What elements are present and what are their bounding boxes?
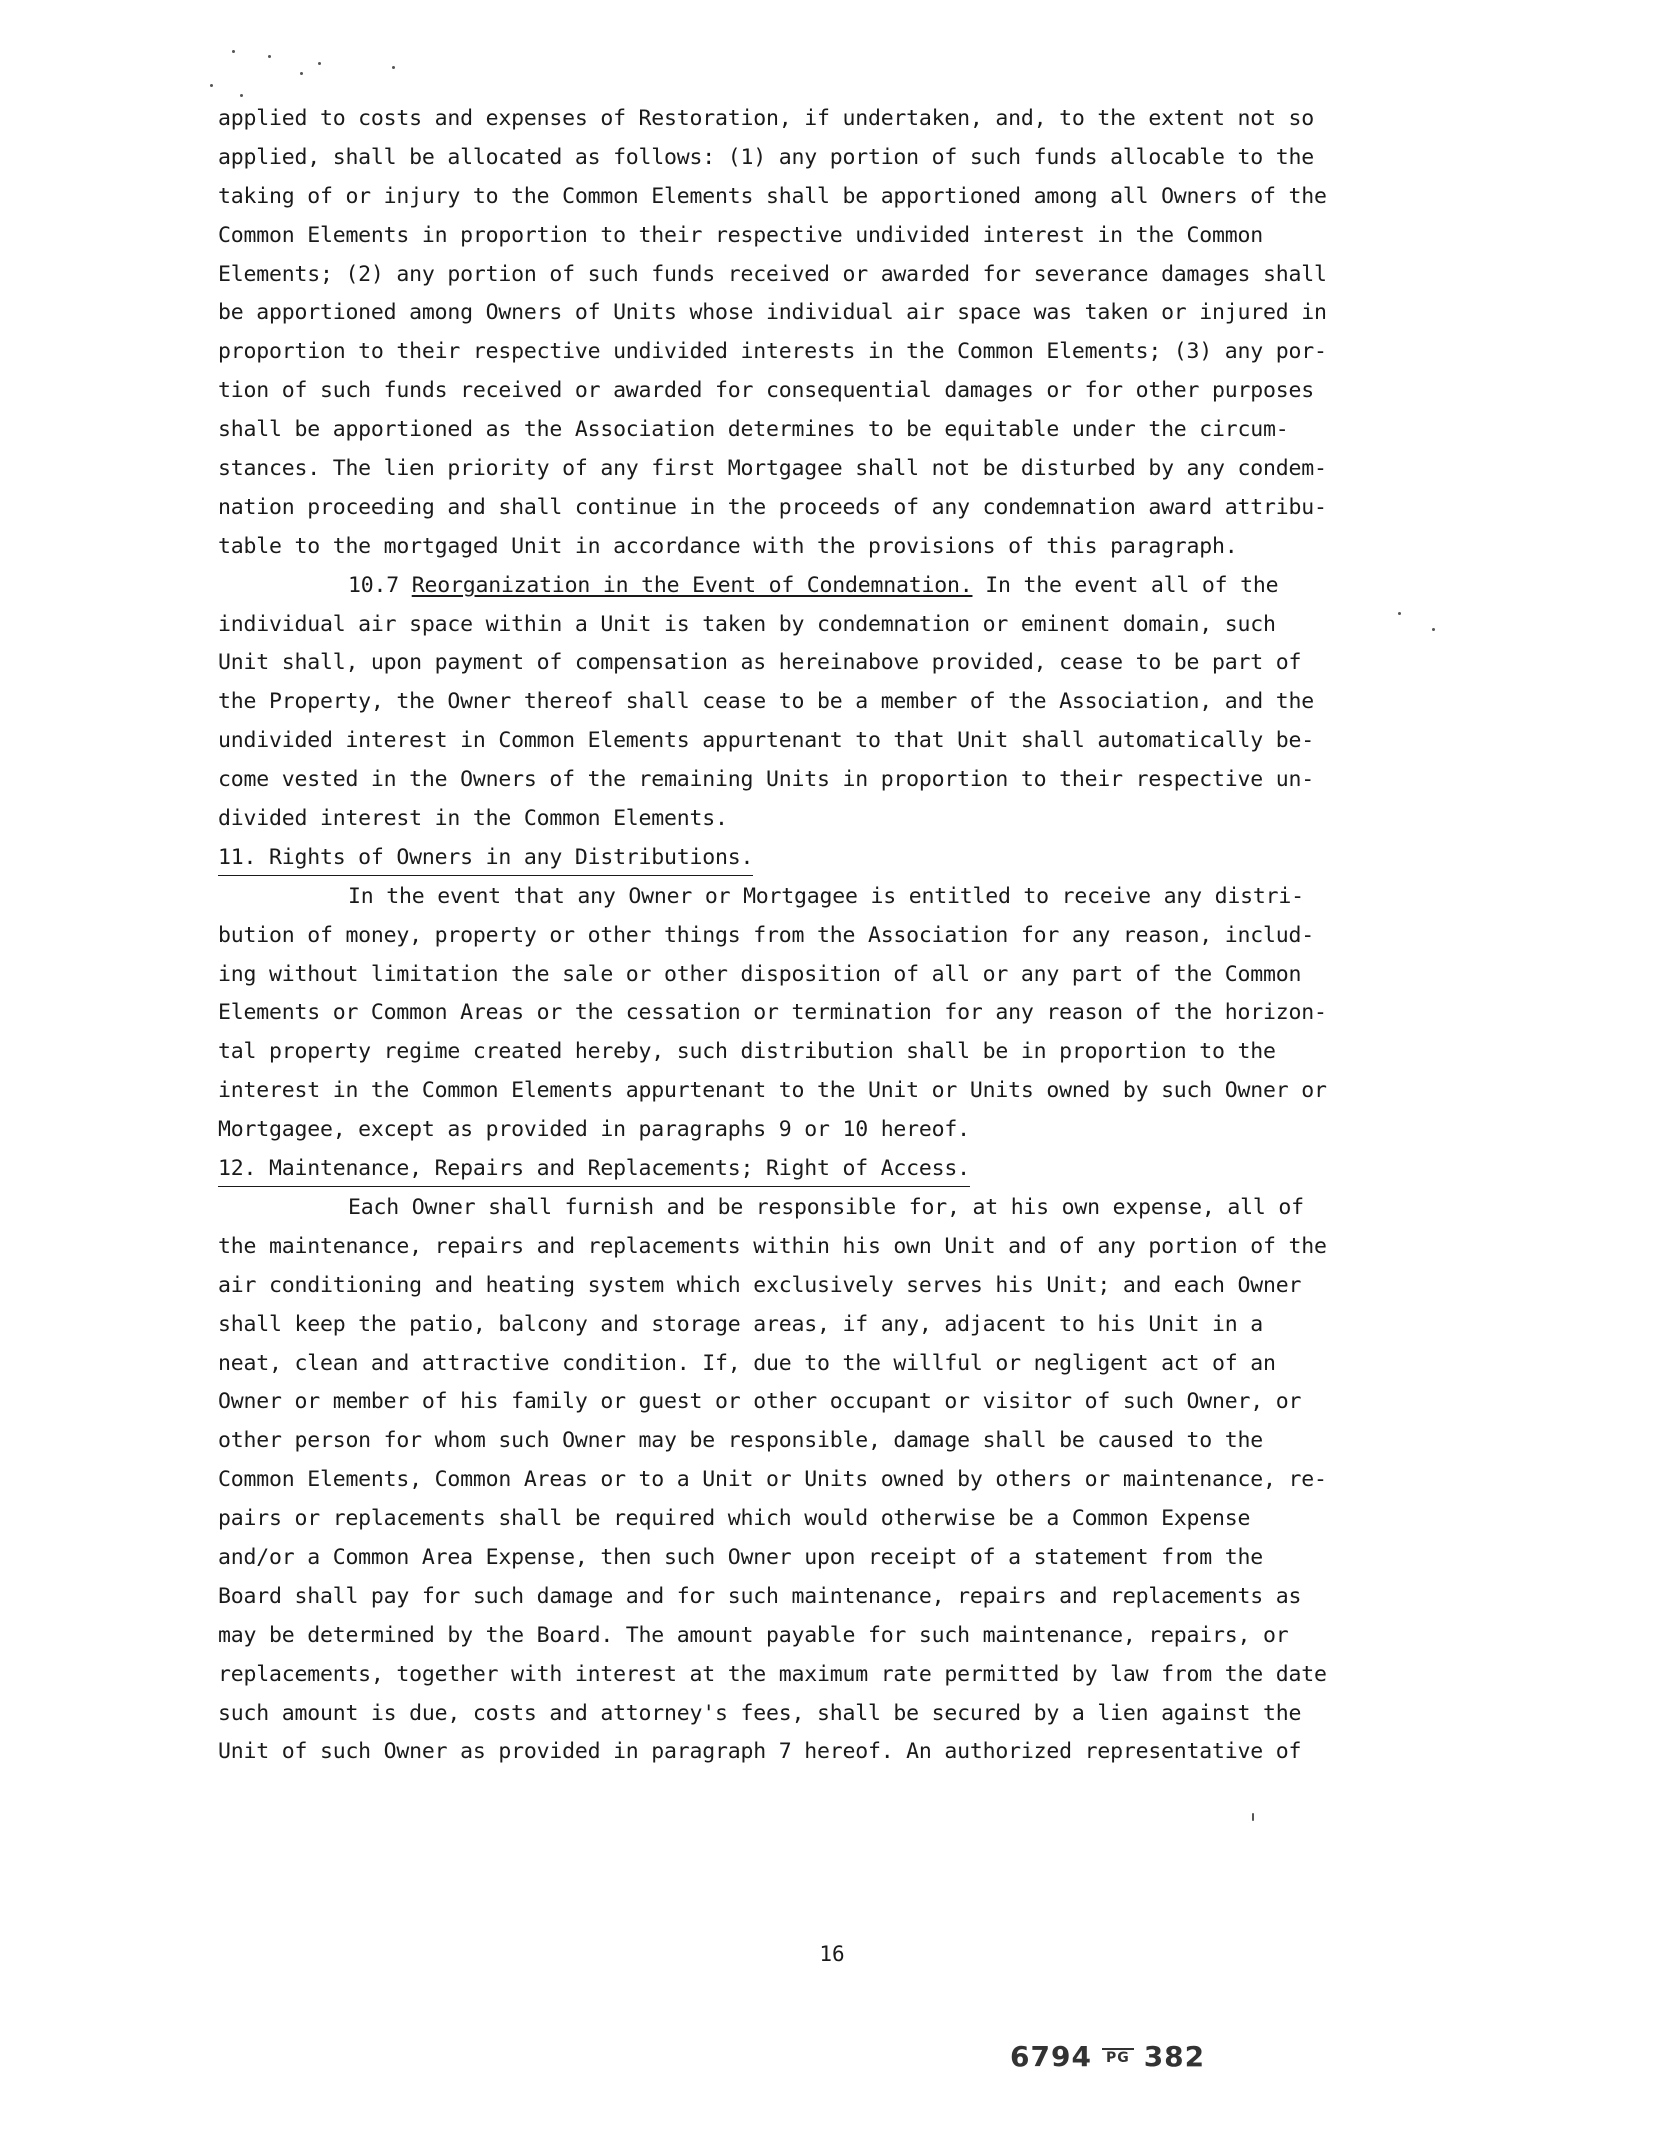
scan-speck	[300, 72, 303, 75]
text-line: Common Elements in proportion to their respective undivided interest in the Common	[218, 222, 1264, 248]
text-line: Each Owner shall furnish and be responsible for, at his own expense, all of	[348, 1194, 1304, 1220]
scan-speck	[210, 84, 213, 87]
scan-speck	[240, 94, 243, 97]
text-line: taking of or injury to the Common Elements shall be apportioned among all Owners of the	[218, 183, 1327, 209]
text-line: Elements or Common Areas or the cessation or termination for any reason of the horizon-	[218, 1000, 1327, 1026]
stamp-page-number: 382	[1143, 2040, 1206, 2073]
scan-speck	[392, 66, 395, 69]
text-line: ing without limitation the sale or other disposition of all or any part of the Common	[218, 961, 1302, 987]
text-line: shall keep the patio, balcony and storage areas, if any, adjacent to his Unit in a	[218, 1311, 1264, 1337]
section-number: 10.7	[348, 572, 412, 598]
section-title: Reorganization in the Event of Condemnation.	[411, 572, 973, 598]
stamp-book-number: 6794	[1010, 2040, 1092, 2073]
section-10-7-first-line	[218, 567, 1358, 606]
text-line: neat, clean and attractive condition. If, due to the willful or negligent act of an	[218, 1350, 1276, 1376]
section-11	[218, 839, 1358, 1150]
scan-speck	[1398, 612, 1401, 615]
text-line: individual air space within a Unit is taken by condemnation or eminent domain, such	[218, 611, 1276, 637]
text-line: tal property regime created hereby, such distribution shall be in proportion to the	[218, 1039, 1276, 1065]
text-line: undivided interest in Common Elements appurtenant to that Unit shall automatically be-	[218, 728, 1314, 754]
text-line: nation proceeding and shall continue in the proceeds of any condemnation award attribu-	[218, 494, 1327, 520]
text-line: be apportioned among Owners of Units whose individual air space was taken or injured in	[218, 300, 1327, 326]
text-line: and/or a Common Area Expense, then such Owner upon receipt of a statement from the	[218, 1544, 1264, 1570]
text-line: the maintenance, repairs and replacements within his own Unit and of any portion of the	[218, 1233, 1327, 1259]
recording-stamp	[1010, 2040, 1205, 2073]
text-line: replacements, together with interest at the maximum rate permitted by law from the date	[218, 1661, 1327, 1687]
paragraph-continued	[218, 100, 1358, 567]
section-heading-line	[218, 839, 1358, 878]
text-line: Unit shall, upon payment of compensation as hereinabove provided, cease to be part of	[218, 650, 1302, 676]
text-line: bution of money, property or other things from the Association for any reason, includ-	[218, 922, 1314, 948]
text-line: divided interest in the Common Elements.	[218, 806, 728, 832]
text-line: applied, shall be allocated as follows: (1) any portion of such funds allocable to the	[218, 144, 1314, 170]
text-line: air conditioning and heating system which exclusively serves his Unit; and each Owner	[218, 1272, 1302, 1298]
section-12	[218, 1150, 1358, 1772]
stamp-pg-label: PG	[1102, 2048, 1134, 2066]
text-line: table to the mortgaged Unit in accordance with the provisions of this paragraph.	[218, 533, 1238, 559]
text-line: come vested in the Owners of the remaining Units in proportion to their respective un-	[218, 767, 1314, 793]
scan-speck	[1252, 1813, 1254, 1821]
text-line: applied to costs and expenses of Restoration, if undertaken, and, to the extent not so	[218, 106, 1314, 131]
text-line: proportion to their respective undivided interests in the Common Elements; (3) any por-	[218, 339, 1327, 365]
text-line: In the event that any Owner or Mortgagee is entitled to receive any distri-	[348, 883, 1304, 909]
scan-speck	[1432, 628, 1435, 631]
text-line: Common Elements, Common Areas or to a Unit or Units owned by others or maintenance, re-	[218, 1467, 1327, 1493]
section-12-heading: 12. Maintenance, Repairs and Replacements; Right of Access.	[218, 1152, 970, 1187]
document-body	[218, 100, 1358, 1772]
text-line: tion of such funds received or awarded for consequential damages or for other purposes	[218, 378, 1314, 404]
text-line: such amount is due, costs and attorney's fees, shall be secured by a lien against the	[218, 1700, 1302, 1726]
text-line: shall be apportioned as the Association determines to be equitable under the circum-	[218, 417, 1289, 443]
text-line: interest in the Common Elements appurtenant to the Unit or Units owned by such Owner or	[218, 1078, 1327, 1104]
text-line: the Property, the Owner thereof shall cease to be a member of the Association, and the	[218, 689, 1314, 715]
text-line: Unit of such Owner as provided in paragraph 7 hereof. An authorized representative of	[218, 1739, 1302, 1765]
text-line: Board shall pay for such damage and for such maintenance, repairs and replacements as	[218, 1583, 1302, 1609]
text-line: Elements; (2) any portion of such funds received or awarded for severance damages shall	[218, 261, 1327, 287]
scan-speck	[268, 55, 271, 58]
text-line: may be determined by the Board. The amount payable for such maintenance, repairs, or	[218, 1622, 1289, 1648]
text-line: pairs or replacements shall be required which would otherwise be a Common Expense	[218, 1506, 1251, 1532]
scan-speck	[318, 62, 321, 65]
text-run: In the event all of the	[972, 572, 1279, 598]
section-11-heading: 11. Rights of Owners in any Distributions.	[218, 841, 753, 876]
scan-speck	[232, 50, 235, 53]
text-line: other person for whom such Owner may be responsible, damage shall be caused to the	[218, 1428, 1264, 1454]
text-line: Mortgagee, except as provided in paragraphs 9 or 10 hereof.	[218, 1117, 970, 1143]
page-number: 16	[819, 1942, 845, 1966]
text-line: stances. The lien priority of any first Mortgagee shall not be disturbed by any condem-	[218, 456, 1327, 482]
section-heading-line	[218, 1150, 1358, 1189]
section-10-7	[218, 567, 1358, 839]
text-line: Owner or member of his family or guest or other occupant or visitor of such Owner, or	[218, 1389, 1302, 1415]
